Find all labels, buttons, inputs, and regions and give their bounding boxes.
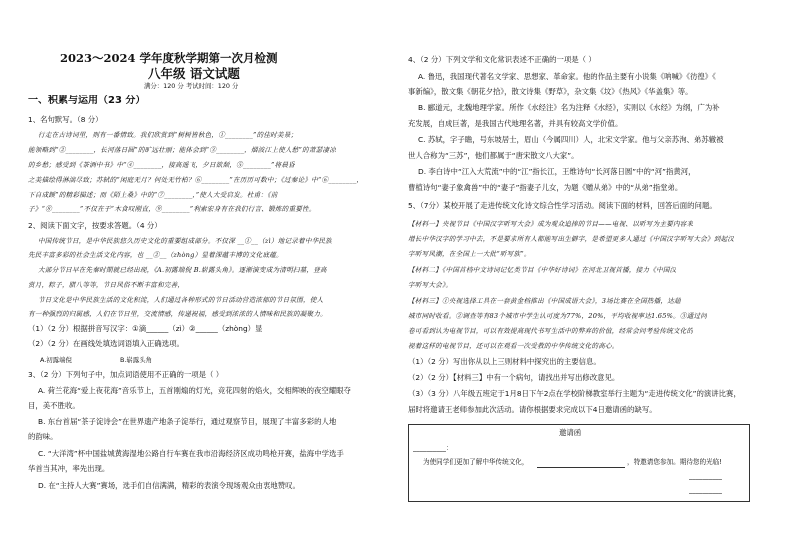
- q4-line: 事新编》，散文集《朝花夕拾》，散文诗集《野草》，杂文集《坟》《热风》《华盖集》等。: [408, 87, 693, 96]
- section-heading: 一、积累与运用（23 分）: [28, 95, 146, 106]
- q5-sub3: 届时将邀请王老师参加此次活动。请你根据要求完成以下4日邀请函的缺写。: [408, 405, 657, 414]
- q2-line: 中国传统节日，是中华民族悠久历史文化的重要组成部分。不仅深 __①__（zì）地记录着中华民族: [38, 237, 333, 245]
- exam-title: 2023～2024 学年度秋学期第一次月检测: [60, 52, 278, 65]
- q2-line: 大部分节日早在先秦时期就已经出现，《A.初露端倪 B.崭露头角》。逐渐演变成为清明扫墓，登高: [38, 266, 327, 274]
- q5-title: 5、（7分）某校开展了走进传统文化诗文综合性学习活动。阅读下面的材料，回答后面的问题。: [408, 201, 717, 210]
- q3-line: 目，美不胜收。: [28, 401, 80, 410]
- invitation-body-start: 为使同学们更加了解中华传统文化，: [423, 458, 529, 466]
- invitation-salutation: __________：: [413, 444, 453, 452]
- q4-option-d: D. 李白诗中“江入大荒流”中的“江”指长江，王维诗句“长河落日圆”中的“河”指黄河，: [418, 167, 696, 176]
- q5-sub3: （3）（3 分）八年级五班定于1月8日下午2点在学校阶梯教室举行主题为“走进传统文化”的演讲比赛，: [408, 389, 741, 398]
- q3-option-d: D. 在“主持人大赛”赛场，选手们自信满满，精彩的表演令现场观众由衷地赞叹。: [38, 481, 300, 490]
- q2-line: 赏月，粽子，腊八等等，节日风俗不断丰富和完善，: [28, 281, 185, 289]
- q2-line: 有一种强烈的归属感，人们在节日里，交流情感，传递祝福，感受到浓浓的人情味和民族的凝聚力。: [28, 310, 327, 318]
- q1-line: 下自成蹊”的精彩描述；而《陌上桑》中的“⑦________，”使人大受启发。杜甫：《前: [28, 191, 278, 199]
- q4-line: 世人合称为“三苏”，他们都属于“唐宋散文八大家”。: [408, 151, 579, 160]
- q5-material-3: 卷可看到认为电视节目，可以有效提高现代书写生活中的弊弃的价值，经常会问考验传统文化的: [408, 327, 694, 335]
- q3-option-b: B. 东台首届“茶子淀诗会”在世界遗产地条子淀举行，通过观察节目，展现了丰富多彩的人地: [38, 417, 337, 426]
- q4-option-b: B. 郦道元，北魏地理学家。所作《水经注》名为注释《水经》，实则以《水经》为纲，广为补: [418, 103, 720, 112]
- q2-line: 节日文化是中华民族生活的文化积淀，人们通过各种形式的节日活动营造浓郁的节日氛围，使人: [38, 296, 324, 304]
- q2-option-a: A.初露端倪: [40, 356, 72, 364]
- q5-material-3: 城市同时收看。②调查等有83个城市中学生认可度为77%，20%，平均收视率达1.65%。③通过问: [408, 312, 708, 320]
- q1-title: 1、名句默写。（8 分）: [28, 115, 103, 124]
- q1-line: 行走在古诗词里，则有一番情致。我们欣赏到“树树皆秋色，①________”的佳时美景；: [38, 131, 298, 139]
- q4-line: 曹植诗句“妻子象禽兽”中的“妻子”指妻子儿女，为题《赠从弟》中的“从弟”指堂弟。: [408, 183, 683, 192]
- q1-line: 能领略到“②________，长河落日圆”的旷远壮丽；能体会到“③________，烟波江上使人愁”的萧瑟凄凉: [28, 146, 337, 154]
- invitation-signature: __________: [689, 472, 722, 480]
- q2-title: 2、阅读下面文字，按要求答题。（4 分）: [28, 221, 162, 230]
- q5-material-1: 字听写风潮，在全国上一大批“听写族”。: [408, 250, 531, 258]
- q5-sub2: （2）（2 分）【材料三】中有一个病句，请找出并写出修改意见。: [408, 373, 620, 382]
- q3-line: 华首当其冲，率先出现。: [28, 464, 110, 473]
- q3-option-a: A. 荷兰花海“爱上夜花海”音乐节上，五首刚煽的灯光，竞花四射的焰火，交相辉映的夜空耀眼夺: [38, 386, 351, 395]
- q5-material-3: 【材料三】①央视选择工具在一套黄金档推出《中国成语大会》，3场比赛在全国热播，达超: [408, 297, 681, 305]
- invitation-box: [408, 424, 750, 502]
- q5-material-3: 视着这样的电视节目，还可以在观看一次受教的中华传统文化的高心。: [408, 342, 619, 350]
- q5-sub1: （1）（2 分）写出你从以上三则材料中探究出的主要信息。: [408, 357, 601, 366]
- q4-title: 4、（2 分）下列文学和文化常识表述不正确的一项是（ ）: [408, 55, 596, 64]
- q5-material-2: 字听写大会》。: [408, 281, 453, 289]
- invitation-date: __________: [689, 486, 722, 494]
- q1-line: 之美描绘得淋漓尽致；苏轼的“闲庭无月？何处无竹柏？⑥________”在历历可数中；《过秦论》中“⑥________，: [28, 176, 364, 184]
- q1-line: 子》“⑧________”不仅在于“木食叹刚直，⑨________”利索宏身有在我们行言、锻炼的重要性。: [28, 205, 316, 213]
- exam-meta: 满分：120 分 考试时间：120 分: [144, 82, 239, 90]
- exam-subtitle: 八年级 语文试题: [148, 67, 240, 81]
- invitation-blank[interactable]: [537, 467, 625, 468]
- q4-option-c: C. 苏轼，字子瞻，号东坡居士，眉山（今属四川）人，北宋文学家。他与父亲苏洵、弟苏辙被: [418, 135, 724, 144]
- q4-line: 充发展，自成巨著，是我国古代地理名著，并具有较高文学价值。: [408, 119, 623, 128]
- q5-material-1: 增长中华汉字的学习中去，不是要求所有人都能写出生僻字，是希望更多人通过《中国汉字听写大会》到起汉: [408, 235, 735, 243]
- q4-option-a: A. 鲁迅，我国现代著名文学家、思想家、革命家。他的作品主要有小说集《呐喊》《彷徨》《: [418, 72, 716, 81]
- invitation-title: 邀请函: [559, 428, 582, 437]
- q3-option-c: C. “大洋湾”杯中国盐城黄海湿地公路自行车赛在我市沿海经济区成功鸣枪开赛，盐海中学选手: [38, 449, 344, 458]
- q5-material-1: 【材料一】央视节目《中国汉字听写大会》成为观众追捧的节目——电视、以听写为主要内容来: [408, 220, 694, 228]
- q2-sub1: （1）（2 分）根据拼音写汉字：①滴______（zì）②______（zhòng）显: [28, 324, 263, 333]
- q3-line: 的韵味。: [28, 432, 58, 441]
- q2-line: 先民丰富多彩的社会生活文化内容，也 __②__（zhòng）显着深蕴丰博的文化底蕴。: [28, 251, 283, 259]
- q5-material-2: 【材料二】《中国首档中文诗词记忆类节目《中华好诗词》在河北卫视首播，接力《中国汉: [408, 266, 677, 274]
- q2-sub2: （2）（2 分）在画线处填选词语填入正确选项。: [28, 339, 184, 348]
- invitation-body-end: ，特邀请您参加。期待您的光临!: [627, 458, 722, 466]
- q3-title: 3、（2 分）下列句子中，加点词语使用不正确的一项是（ ）: [28, 370, 224, 379]
- q1-line: 的乡愁；感受到《茶酒中书》中“④________，接高遥飞，夕日欲颓，⑤________”将晨昏: [28, 161, 295, 169]
- q2-option-b: B.崭露头角: [120, 356, 152, 364]
